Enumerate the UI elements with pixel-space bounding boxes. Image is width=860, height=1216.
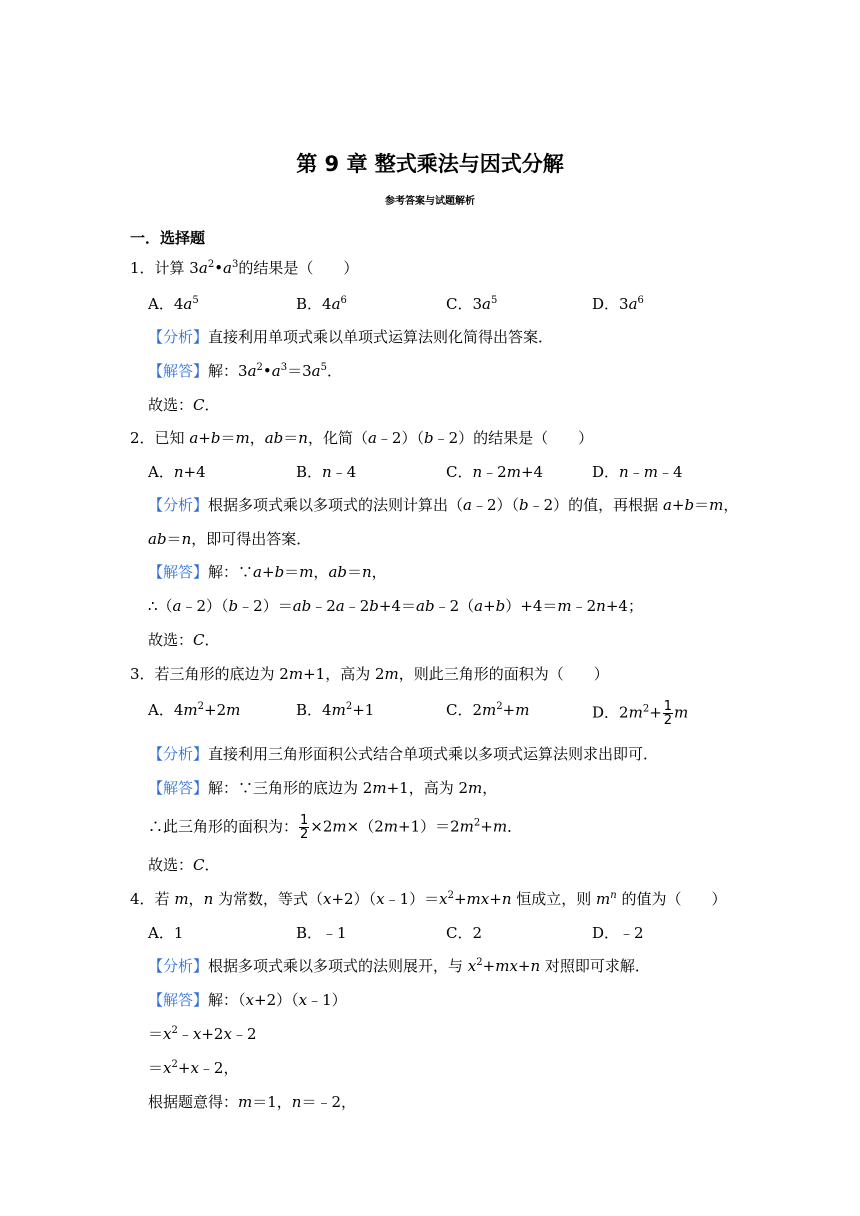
section-heading: 一．选择题	[130, 229, 206, 247]
q4-option-a: A．1	[148, 924, 184, 942]
q3-option-a: A．$4m^2+2m$	[148, 701, 241, 719]
q3-analysis: 【分析】直接利用三角形面积公式结合单项式乘以多项式运算法则求出即可．	[148, 745, 659, 763]
q3-option-c: C．$2m^2+m$	[446, 701, 530, 719]
analysis-tag: 【分析】	[148, 328, 209, 346]
q1-choice: 故选：C．	[148, 396, 220, 414]
page-subtitle: 参考答案与试题解析	[385, 196, 475, 207]
q4-stem: 4．若 m，n 为常数，等式$(x+2)(x﹣1)=x^2+mx+n$ 恒成立，则 $m^n$ 的值为（ ）	[130, 890, 727, 908]
analysis-tag: 【分析】	[148, 496, 209, 514]
analysis-tag: 【分析】	[148, 745, 209, 763]
analysis-tag: 【分析】	[148, 957, 209, 975]
q2-analysis: 【分析】根据多项式乘以多项式的法则计算出（a﹣2）（b﹣2）的值，再根据 a+b＝m，	[148, 496, 739, 514]
q1-option-a: A．$4a^5$	[148, 295, 199, 313]
q4-step-2: $=x^2+x﹣2$，	[148, 1059, 239, 1077]
q2-derivation: ∴（a﹣2）（b﹣2）＝ab﹣2a﹣2b+4＝ab﹣2（a+b）+4＝m﹣2n+4；	[148, 597, 643, 615]
q1-option-c: C．$3a^5$	[446, 295, 498, 313]
q1-option-b: B．$4a^6$	[296, 295, 347, 313]
q4-analysis: 【分析】根据多项式乘以多项式的法则展开，与 $x^2+mx+n$ 对照即可求解．	[148, 957, 650, 975]
q3-derivation: ∴此三角形的面积为： $\frac{1}{2}$ $\times 2m\times(2m+1)=2m^2+m$．	[148, 813, 523, 842]
q4-option-d: D．﹣2	[592, 924, 644, 942]
fraction-one-half: $\frac{1}{2}$	[300, 813, 309, 842]
answer-tag: 【解答】	[148, 779, 209, 797]
q1-analysis: 【分析】直接利用单项式乘以单项式运算法则化简得出答案．	[148, 328, 554, 346]
q2-option-b: B．n﹣4	[296, 463, 357, 481]
q3-option-b: B．$4m^2+1$	[296, 701, 375, 719]
q1-option-d: D．$3a^6$	[592, 295, 644, 313]
q2-option-d: D．n﹣m﹣4	[592, 463, 683, 481]
fraction-one-half: $\frac{1}{2}$	[663, 699, 673, 728]
q3-choice: 故选：C．	[148, 856, 220, 874]
q4-conclusion: 根据题意得：m＝1，n＝﹣2，	[148, 1093, 357, 1111]
q4-option-b: B．﹣1	[296, 924, 347, 942]
q1-answer: 【解答】解：$3a^2•a^3=3a^5$．	[148, 362, 342, 380]
q2-answer: 【解答】解：∵a+b＝m，ab＝n，	[148, 563, 387, 581]
answer-tag: 【解答】	[148, 362, 209, 380]
q2-analysis-cont: ab＝n，即可得出答案．	[148, 530, 312, 548]
q2-option-c: C．n﹣2m+4	[446, 463, 544, 481]
page-title: 第 9 章 整式乘法与因式分解	[296, 152, 564, 176]
answer-tag: 【解答】	[148, 563, 209, 581]
q4-option-c: C．2	[446, 924, 483, 942]
q3-stem: 3．若三角形的底边为 2m+1，高为 2m，则此三角形的面积为（ ）	[130, 665, 609, 683]
q3-answer: 【解答】解：∵三角形的底边为 2m+1，高为 2m，	[148, 779, 498, 797]
q1-stem: 1．计算 $3a^2•a^3$的结果是（ ）	[130, 259, 359, 277]
q2-option-a: A．n+4	[148, 463, 206, 481]
q4-answer: 【解答】解：（x+2）（x﹣1）	[148, 991, 347, 1009]
q3-option-d: D．$2m^2+$ $\frac{1}{2}$ m	[592, 699, 689, 728]
answer-tag: 【解答】	[148, 991, 209, 1009]
q2-choice: 故选：C．	[148, 631, 220, 649]
q4-step-1: $=x^2﹣x+2x﹣2$	[148, 1025, 257, 1043]
q2-stem: 2．已知 a+b＝m，ab＝n，化简（a﹣2）（b﹣2）的结果是（ ）	[130, 429, 594, 447]
